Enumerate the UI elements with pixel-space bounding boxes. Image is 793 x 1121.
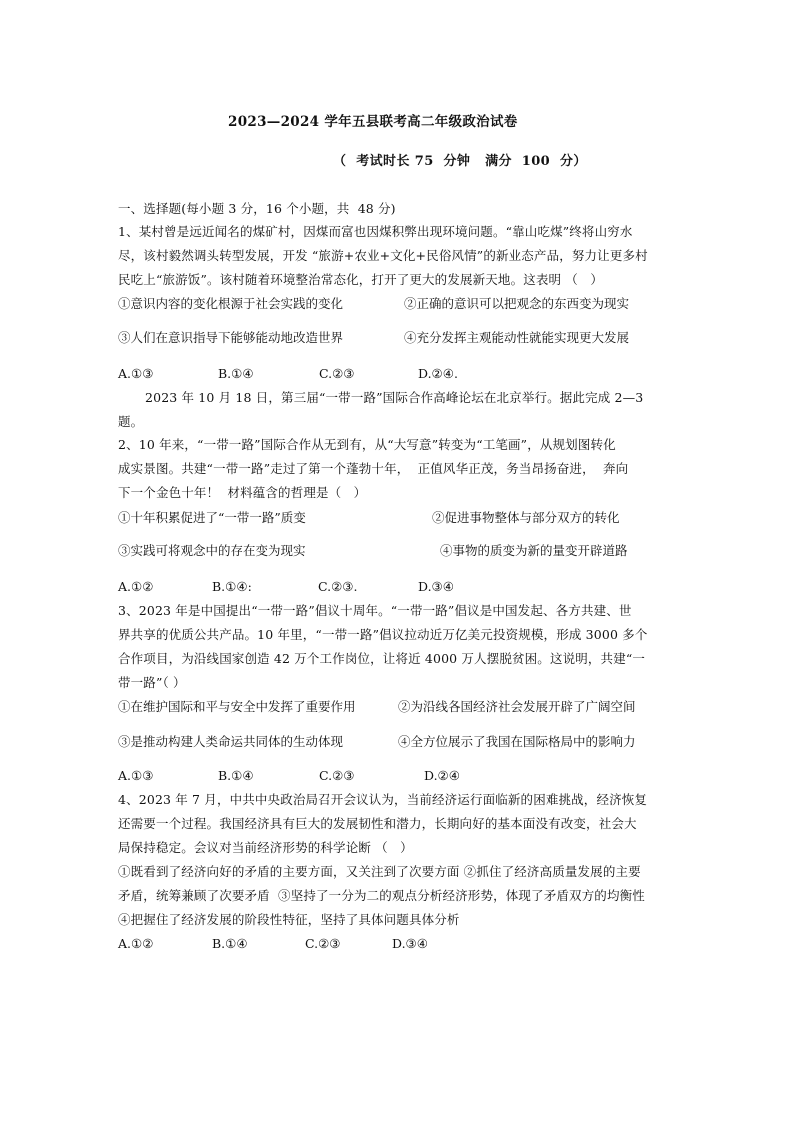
q2-statement-4: ④事物的质变为新的量变开辟道路 <box>440 543 628 558</box>
q4-choice-c: C.②③ <box>305 936 341 951</box>
q1-choice-d: D.②④. <box>418 366 458 381</box>
q2-statement-1: ①十年积累促进了“一带一路”质变 <box>118 510 306 525</box>
q1-stem-line-2: 尽，该村毅然调头转型发展，开发 “旅游+农业+文化+民俗风情”的新业态产品，努力让更多村 <box>118 248 648 263</box>
q3-statement-2: ②为沿线各国经济社会发展开辟了广阔空间 <box>398 699 636 714</box>
material-line-2: 题。 <box>118 414 144 429</box>
q1-choice-a: A.①③ <box>118 366 154 381</box>
q3-stem-line-1: 3、2023 年是中国提出“一带一路”倡议十周年。“一带一路”倡议是中国发起、各方共建、世 <box>118 603 632 618</box>
q3-stem-line-3: 合作项目，为沿线国家创造 42 万个工作岗位，让将近 4000 万人摆脱贫困。这说明，共建“一 <box>118 651 646 666</box>
exam-subtitle: （ 考试时长 75 分钟 满分 100 分） <box>333 154 587 169</box>
q2-choice-c: C.②③. <box>318 579 358 594</box>
q4-statement-line-3: ④把握住了经济发展的阶段性特征，坚持了具体问题具体分析 <box>118 912 460 927</box>
q1-statement-1: ①意识内容的变化根源于社会实践的变化 <box>118 296 344 311</box>
q3-choice-a: A.①③ <box>118 768 154 783</box>
q1-stem-line-1: 1、某村曾是远近闻名的煤矿村，因煤而富也因煤积弊出现环境问题。“靠山吃煤”终将山穷水 <box>118 224 633 239</box>
q3-statement-1: ①在维护国际和平与安全中发挥了重要作用 <box>118 699 356 714</box>
q2-statement-2: ②促进事物整体与部分双方的转化 <box>432 510 620 525</box>
q2-choice-a: A.①② <box>118 579 154 594</box>
q2-statement-3: ③实践可将观念中的存在变为现实 <box>118 543 306 558</box>
q1-statement-4: ④充分发挥主观能动性就能实现更大发展 <box>404 330 630 345</box>
q4-choice-d: D.③④ <box>392 936 428 951</box>
section-heading: 一、选择题(每小题 3 分，16 个小题，共 48 分) <box>118 201 396 216</box>
q4-statement-line-1: ①既看到了经济向好的矛盾的主要方面，又关注到了次要方面 ②抓住了经济高质量发展的主要 <box>118 864 641 879</box>
q3-choice-c: C.②③ <box>319 768 355 783</box>
q1-stem-line-3: 民吃上“旅游饭”。该村随着环境整治常态化，打开了更大的发展新天地。这表明 （ ） <box>118 272 603 287</box>
q2-choice-b: B.①④: <box>212 579 252 594</box>
q1-choice-b: B.①④ <box>218 366 254 381</box>
exam-title: 2023—2024 学年五县联考高二年级政治试卷 <box>228 114 518 130</box>
q3-choice-d: D.②④ <box>424 768 460 783</box>
q4-choice-b: B.①④ <box>212 936 248 951</box>
q4-statement-line-2: 矛盾，统筹兼顾了次要矛盾 ③坚持了一分为二的观点分析经济形势，体现了矛盾双方的均衡性 <box>118 888 645 903</box>
material-line-1: 2023 年 10 月 18 日，第三届“一带一路”国际合作高峰论坛在北京举行。据此完成 2—3 <box>145 390 644 405</box>
q3-choice-b: B.①④ <box>218 768 254 783</box>
q3-statement-4: ④全方位展示了我国在国际格局中的影响力 <box>398 734 636 749</box>
q3-statement-3: ③是推动构建人类命运共同体的生动体现 <box>118 734 344 749</box>
q1-choice-c: C.②③ <box>319 366 355 381</box>
q2-stem-line-3: 下一个金色十年！ 材料蕴含的哲理是（ ） <box>118 485 367 500</box>
q2-choice-d: D.③④ <box>418 579 454 594</box>
q1-statement-2: ②正确的意识可以把观念的东西变为现实 <box>404 296 630 311</box>
q4-choice-a: A.①② <box>118 936 154 951</box>
q4-stem-line-3: 局保持稳定。会议对当前经济形势的科学论断 （ ） <box>118 840 413 855</box>
q3-stem-line-4: 带一路”（ ） <box>118 675 186 690</box>
q1-statement-3: ③人们在意识指导下能够能动地改造世界 <box>118 330 344 345</box>
q4-stem-line-2: 还需要一个过程。我国经济具有巨大的发展韧性和潜力，长期向好的基本面没有改变，社会大 <box>118 816 637 831</box>
q2-stem-line-2: 成实景图。共建“一带一路”走过了第一个蓬勃十年， 正值风华正茂，务当昂扬奋进， 奔向 <box>118 461 629 476</box>
q4-stem-line-1: 4、2023 年 7 月，中共中央政治局召开会议认为，当前经济运行面临新的困难挑战，经济恢复 <box>118 792 648 807</box>
q2-stem-line-1: 2、10 年来，“一带一路”国际合作从无到有，从“大写意”转变为“工笔画”，从规划图转化 <box>118 437 616 452</box>
q3-stem-line-2: 界共享的优质公共产品。10 年里，“一带一路”倡议拉动近万亿美元投资规模，形成 3000 多个 <box>118 627 648 642</box>
